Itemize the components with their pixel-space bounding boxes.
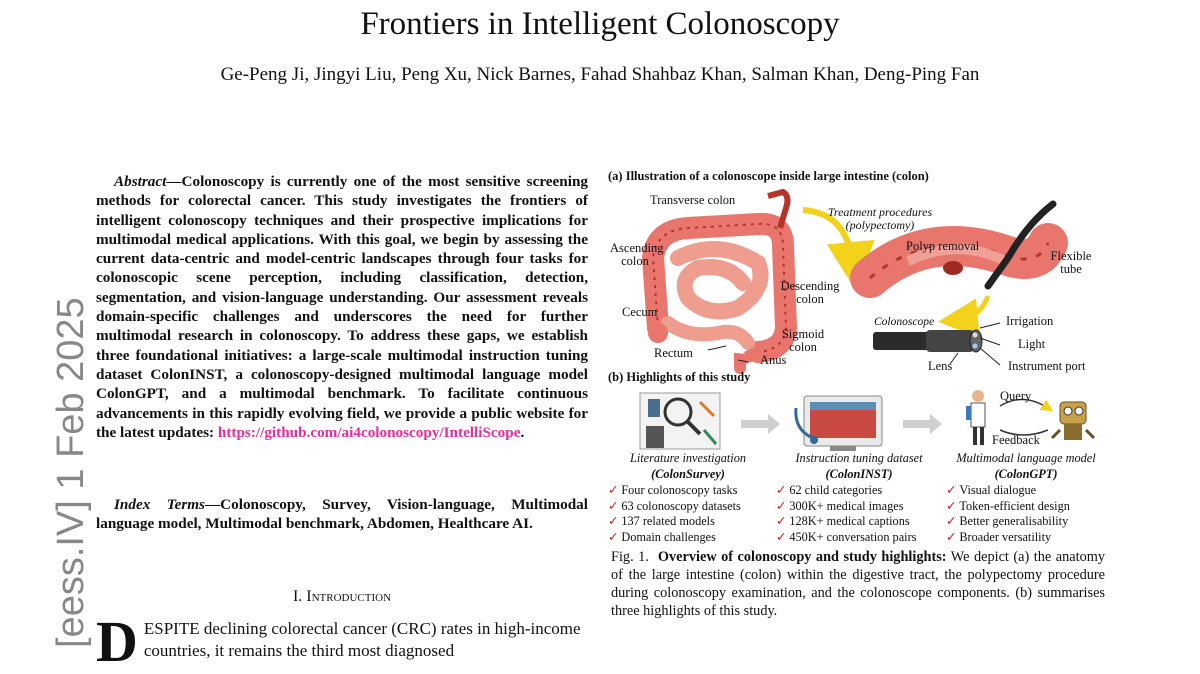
figure-1 [608, 168, 1108, 546]
figure-caption [611, 548, 1105, 620]
label-irrigation: Irrigation [1006, 314, 1054, 328]
project-link[interactable]: https://github.com/ai4colonoscopy/IntelliScope [217, 423, 521, 441]
label-lens: Lens [928, 359, 953, 373]
section-heading [96, 588, 588, 606]
abstract-dash: — [166, 173, 182, 190]
intro-paragraph [96, 609, 588, 674]
caption-bold: Overview of colonoscopy and study highlights: [657, 549, 947, 565]
colon-anatomy [648, 192, 787, 368]
abstract-label: Abstract [114, 173, 167, 190]
list-item: ✓ 63 colonoscopy datasets [608, 498, 741, 513]
arxiv-side-stamp: [eess.IV] 1 Feb 2025 [50, 297, 92, 648]
panel-b-title: (b) Highlights of this study [608, 370, 751, 384]
abstract-text: Colonoscopy is currently one of the most sensitive screening methods for colorectal cancer. This study investigates the frontiers of intelligent colonoscopy techniques and their prospective implications for multimodal medical applications. With this goal, we begin by assessing the current data-centric and model-centric landscapes through four tasks for colonoscopic scene perception, including classification, detection, segmentation, and vision-language understanding. Our assessment reveals domain-specific challenges and underscores the need for further multimodal research in colonoscopy. To address these gaps, we establish three foundational initiatives: a large-scale multimodal instruction tuning dataset ColonINST, a colonoscopy-designed multimodal language model ColonGPT, and a multimodal benchmark. To facilitate continuous advancements in this rapidly evolving field, we provide a public website for the latest updates: [96, 173, 588, 441]
section-number: I. [292, 588, 307, 605]
abstract-end: . [520, 423, 525, 441]
list-item: ✓ Better generalisability [946, 514, 1069, 529]
abstract [96, 172, 588, 442]
dataset-icon [796, 396, 882, 451]
label-instrument-port: Instrument port [1008, 359, 1086, 373]
list-item: ✓ Broader versatility [946, 529, 1052, 544]
label-sigmoid-colon: Sigmoid colon [781, 327, 825, 354]
highlight-coloninst: Instruction tuning dataset (ColonINST) ✓ 62 child categories ✓ 300K+ medical images ✓ 128K+ medical captions ✓ 450K+ conversation pairs [776, 451, 942, 546]
index-terms-dash: — [204, 496, 221, 513]
label-transverse-colon: Transverse colon [650, 193, 736, 207]
index-terms-text: Colonoscopy, Survey, Vision-language, Multimodal language model, Multimodal benchmark, Abdomen, Healthcare AI. [96, 496, 588, 533]
label-flexible-tube: Flexible tube [1050, 249, 1092, 276]
label-rectum: Rectum [654, 346, 693, 360]
label-light: Light [1018, 337, 1046, 351]
paper-title: Frontiers in Intelligent Colonoscopy [360, 6, 840, 42]
flow-arrow-2 [903, 414, 942, 434]
list-item: ✓ Token-efficient design [946, 498, 1070, 513]
label-anus: Anus [760, 353, 787, 367]
list-item: ✓ Four colonoscopy tasks [608, 483, 738, 498]
caption-label: Fig. 1. [611, 549, 649, 565]
list-item: ✓ Domain challenges [608, 529, 716, 544]
list-item: ✓ 450K+ conversation pairs [776, 529, 917, 544]
label-descending-colon: Descending colon [780, 279, 840, 306]
label-treatment: Treatment procedures (polypectomy) [827, 205, 933, 232]
label-polyp-removal: Polyp removal [906, 239, 980, 253]
list-item: ✓ Visual dialogue [946, 483, 1037, 498]
list-item: ✓ 128K+ medical captions [776, 514, 910, 529]
highlight-colonsurvey: Literature investigation (ColonSurvey) ✓ Four colonoscopy tasks ✓ 63 colonoscopy datasets ✓ 137 related models ✓ Domain challenges [608, 451, 768, 546]
label-ascending-colon: Ascending colon [610, 241, 664, 268]
index-terms [96, 495, 588, 534]
caption-text: We depict (a) the anatomy of the large intestine (colon) within the digestive tract, the polypectomy procedure during colonoscopy examination, and the colonoscope components. (b) summarises three highlights of this study. [611, 549, 1105, 619]
literature-icon [640, 393, 720, 449]
index-terms-label: Index Terms [114, 496, 205, 513]
label-query: Query [1000, 389, 1032, 403]
section-title: Introduction [306, 588, 392, 605]
list-item: ✓ 62 child categories [776, 483, 883, 498]
panel-a-title: (a) Illustration of a colonoscope inside large intestine (colon) [608, 169, 929, 183]
label-feedback: Feedback [992, 433, 1040, 447]
label-cecum: Cecum [622, 305, 658, 319]
intro-text: ESPITE declining colorectal cancer (CRC) rates in high-income countries, it remains the third most diagnosed [143, 619, 581, 660]
highlight-colongpt: Multimodal language model (ColonGPT) ✓ Visual dialogue ✓ Token-efficient design ✓ Better generalisability ✓ Broader versatility [946, 451, 1106, 546]
author-list: Ge-Peng Ji, Jingyi Liu, Peng Xu, Nick Barnes, Fahad Shahbaz Khan, Salman Khan, Deng-Ping Fan [220, 64, 980, 85]
label-colonoscope: Colonoscope [874, 316, 935, 328]
list-item: ✓ 137 related models [608, 514, 715, 529]
drop-cap: D [96, 609, 138, 674]
flow-arrow-1 [741, 414, 780, 434]
list-item: ✓ 300K+ medical images [776, 498, 904, 513]
